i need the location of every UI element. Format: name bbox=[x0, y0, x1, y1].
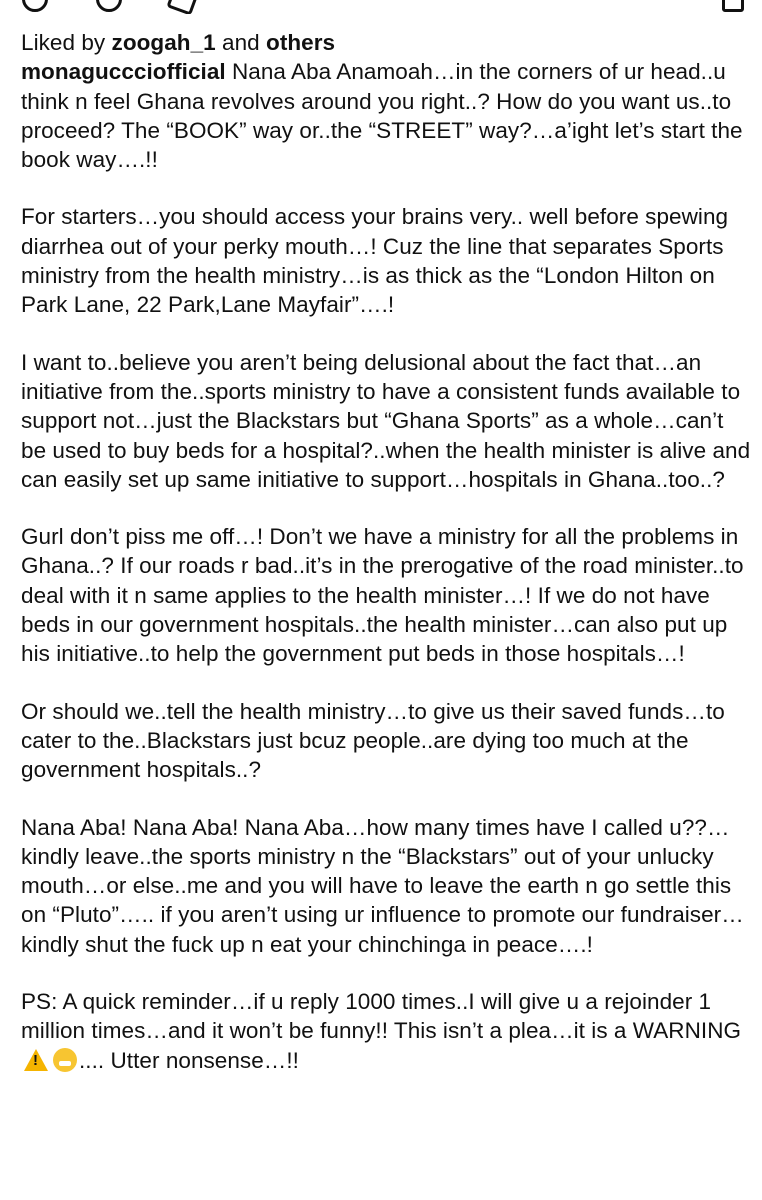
share-icon[interactable] bbox=[166, 0, 199, 14]
warning-emoji-icon bbox=[24, 1049, 48, 1071]
likes-conjunction: and bbox=[222, 30, 260, 55]
liked-by-user-link[interactable]: zoogah_1 bbox=[111, 30, 216, 55]
likes-summary bbox=[21, 28, 751, 57]
steam-from-nose-emoji-icon bbox=[53, 1048, 77, 1072]
caption-text: PS: A quick reminder…if u reply 1000 times..I will give u a rejoinder 1 million times…and it won’t be funny!! This isn’t a plea…it is a WARNING bbox=[21, 989, 742, 1044]
likes-prefix: Liked by bbox=[21, 30, 106, 55]
caption-text: .... Utter nonsense…!! bbox=[79, 1047, 299, 1073]
caption-paragraph: I want to..believe you aren’t being delusional about the fact that…an initiative from the..sports ministry to have a consistent funds available to support not…just the Blackstars but “Ghana Sports” as a whole…can’t be used to buy beds for a hospital?..when the health minister is alive and can easily set up same initiative to support…hospitals in Ghana..too..? bbox=[21, 349, 751, 492]
bookmark-icon[interactable] bbox=[722, 0, 744, 12]
caption-paragraph-last bbox=[21, 987, 751, 1075]
caption-username-link[interactable]: monaguccciofficial bbox=[21, 59, 226, 85]
caption-paragraph: Or should we..tell the health ministry…to give us their saved funds…to cater to the..Blackstars just bcuz people..are dying too much at the government hospitals..? bbox=[21, 698, 725, 783]
post-action-bar bbox=[0, 0, 762, 14]
comment-icon[interactable] bbox=[96, 0, 122, 12]
post-body bbox=[21, 28, 751, 1103]
caption-paragraph bbox=[21, 57, 751, 174]
like-icon[interactable] bbox=[22, 0, 48, 12]
caption-paragraph: Gurl don’t piss me off…! Don’t we have a ministry for all the problems in Ghana..? If our roads r bad..it’s in the prerogative of the road minister..to deal with it n same applies to the health minister…! If we do not have beds in our government hospitals..the health minister…can also put up his initiative..to help the government put beds in those hospitals…! bbox=[21, 524, 744, 667]
caption-paragraph: For starters…you should access your brains very.. well before spewing diarrhea out of your perky mouth…! Cuz the line that separates Sports ministry from the health ministry…is as thick as the “London Hilton on Park Lane, 22 Park,Lane Mayfair”….! bbox=[21, 204, 729, 318]
caption-text: Nana Aba Anamoah…in the corners of ur head..u think n feel Ghana revolves around you right..? How do you want us..to proceed? The “BOOK” way or..the “STREET” way?…a’ight let’s start the book way….!! bbox=[21, 59, 743, 173]
caption-paragraph: Nana Aba! Nana Aba! Nana Aba…how many times have I called u??…kindly leave..the sports ministry n the “Blackstars” out of your unlucky mouth…or else..me and you will have to leave the earth n go settle this on “Pluto”….. if you aren’t using ur influence to promote our fundraiser…kindly shut the fuck up n eat your chinchinga in peace….! bbox=[21, 814, 744, 957]
likes-others-link[interactable]: others bbox=[266, 30, 336, 55]
